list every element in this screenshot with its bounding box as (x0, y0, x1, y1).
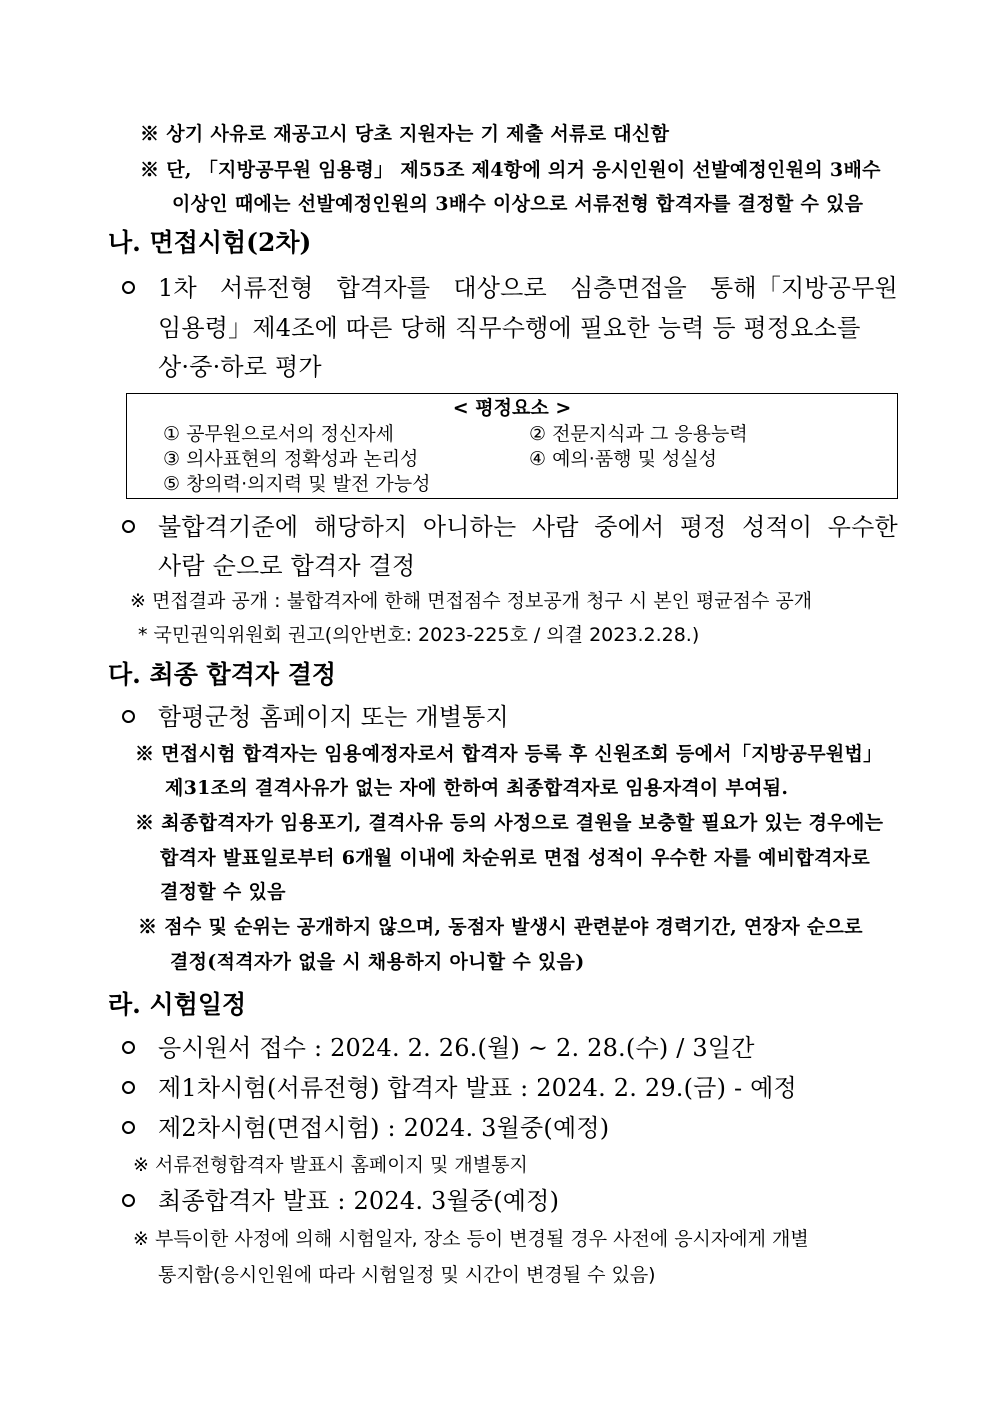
factor-item: ④ 예의·품행 및 성실성 (529, 448, 718, 470)
schedule-change-note-line1: ※ 부득이한 사정에 의해 시험일자, 장소 등이 변경될 경우 사전에 응시자에게 개별 (133, 1228, 809, 1250)
final-note3-line2: 결정(적격자가 없을 시 채용하지 아니할 수 있음) (170, 951, 585, 973)
factor-item: ③ 의사표현의 정확성과 논리성 (163, 448, 419, 470)
bullet-circle-icon (122, 1194, 135, 1207)
bullet-circle-icon (122, 281, 135, 294)
interview-bullet-line2: 임용령」제4조에 따른 당해 직무수행에 필요한 능력 등 평정요소를 (158, 314, 861, 342)
applicant-ratio-note-line2: 이상인 때에는 선발예정인원의 3배수 이상으로 서류전형 합격자를 결정할 수 있음 (172, 193, 864, 215)
bullet-circle-icon (122, 710, 135, 723)
acrc-recommendation-note: * 국민권익위원회 권고(의안번호: 2023-225호 / 의결 2023.2.28.) (138, 624, 700, 646)
interview-result-disclosure-note: ※ 면접결과 공개 : 불합격자에 한해 면접점수 정보공개 청구 시 본인 평균점수 공개 (130, 590, 813, 612)
bullet-circle-icon (122, 520, 135, 533)
schedule-second-exam: 제2차시험(면접시험) : 2024. 3월중(예정) (158, 1114, 610, 1142)
section-final-decision-title: 다. 최종 합격자 결정 (108, 660, 337, 689)
final-note1-line1: ※ 면접시험 합격자는 임용예정자로서 합격자 등록 후 신원조회 등에서「지방공무원법」 (135, 743, 883, 765)
bullet-circle-icon (122, 1081, 135, 1094)
evaluation-factors-box (126, 393, 898, 499)
bullet-circle-icon (122, 1121, 135, 1134)
pass-criteria-line1: 불합격기준에 해당하지 아니하는 사람 중에서 평정 성적이 우수한 (158, 513, 898, 541)
final-note1-line2: 제31조의 결격사유가 없는 자에 한하여 최종합격자로 임용자격이 부여됨. (165, 777, 789, 799)
reannouncement-note: ※ 상기 사유로 재공고시 당초 지원자는 기 제출 서류로 대신함 (140, 123, 670, 145)
interview-bullet-line3: 상·중·하로 평가 (158, 353, 322, 381)
evaluation-factors-title: < 평정요소 > (452, 397, 572, 419)
bullet-circle-icon (122, 1041, 135, 1054)
schedule-final-announcement: 최종합격자 발표 : 2024. 3월중(예정) (158, 1187, 560, 1215)
factor-item: ① 공무원으로서의 정신자세 (163, 423, 395, 445)
final-decision-notice: 함평군청 홈페이지 또는 개별통지 (158, 703, 509, 731)
schedule-application: 응시원서 접수 : 2024. 2. 26.(월) ~ 2. 28.(수) / 3일간 (158, 1034, 755, 1062)
interview-bullet-line1: 1차 서류전형 합격자를 대상으로 심층면접을 통해「지방공무원 (158, 274, 898, 302)
schedule-change-note-line2: 통지함(응시인원에 따라 시험일정 및 시간이 변경될 수 있음) (158, 1264, 656, 1286)
schedule-second-exam-note: ※ 서류전형합격자 발표시 홈페이지 및 개별통지 (133, 1154, 528, 1176)
factor-item: ② 전문지식과 그 응용능력 (529, 423, 748, 445)
final-note2-line2: 합격자 발표일로부터 6개월 이내에 차순위로 면접 성적이 우수한 자를 예비합격자로 (160, 847, 870, 869)
schedule-first-announcement: 제1차시험(서류전형) 합격자 발표 : 2024. 2. 29.(금) - 예정 (158, 1074, 797, 1102)
section-schedule-title: 라. 시험일정 (108, 990, 247, 1019)
factor-item: ⑤ 창의력·의지력 및 발전 가능성 (163, 473, 431, 495)
final-note2-line1: ※ 최종합격자가 임용포기, 결격사유 등의 사정으로 결원을 보충할 필요가 있는 경우에는 (135, 812, 884, 834)
final-note3-line1: ※ 점수 및 순위는 공개하지 않으며, 동점자 발생시 관련분야 경력기간, 연장자 순으로 (138, 916, 863, 938)
pass-criteria-line2: 사람 순으로 합격자 결정 (158, 552, 416, 580)
final-note2-line3: 결정할 수 있음 (160, 881, 286, 903)
section-interview-title: 나. 면접시험(2차) (108, 228, 312, 257)
applicant-ratio-note-line1: ※ 단, 「지방공무원 임용령」 제55조 제4항에 의거 응시인원이 선발예정인원의 3배수 (140, 159, 881, 181)
